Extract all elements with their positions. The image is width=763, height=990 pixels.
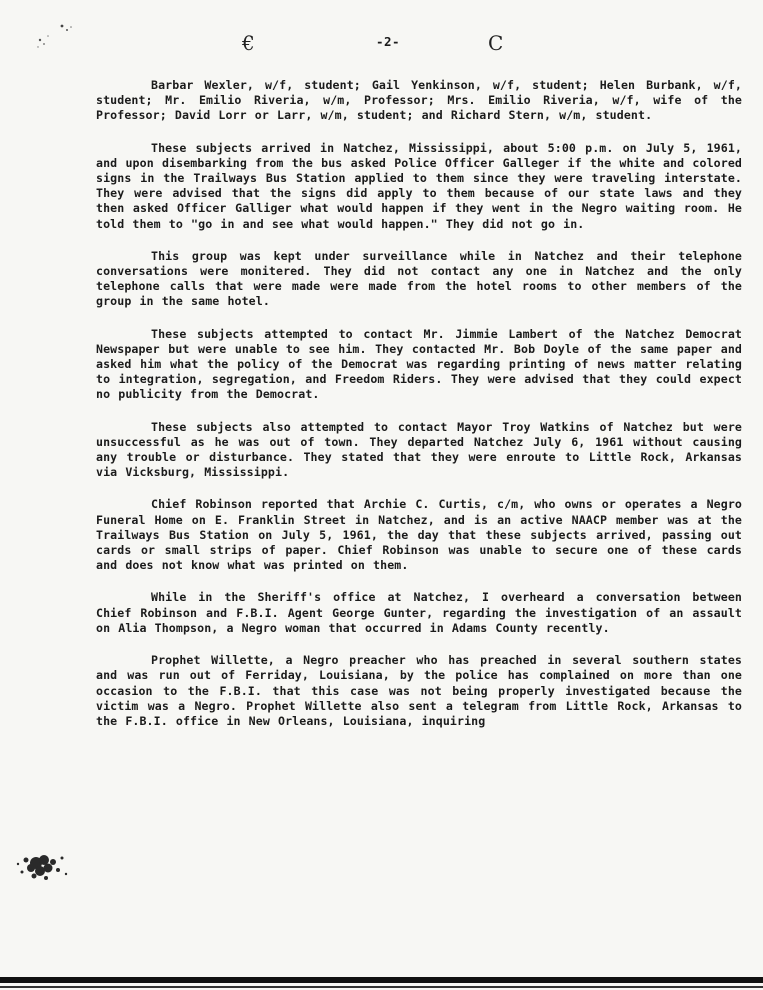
paragraph: These subjects attempted to contact Mr. Jimmie Lambert of the Natchez Democrat Newspaper but were unable to see him. They contacted Mr. Bob Doyle of the same paper and asked him what the policy of the Democrat was regarding printing of news matter relating to integration, segregation, and Freedom Riders. They were advised that they could expect no publicity from the Democrat. bbox=[96, 326, 742, 402]
page-number: -2- bbox=[376, 34, 401, 49]
bottom-border bbox=[0, 977, 763, 983]
ink-smudge bbox=[6, 838, 76, 898]
paragraph: Chief Robinson reported that Archie C. Curtis, c/m, who owns or operates a Negro Funeral Home on E. Franklin Street in Natchez, and is an active NAACP member was at the Trailways Bus Station on July 5, 1961, the day that these subjects arrived, passing out cards or small strips of paper. Chief Robinson was unable to secure one of these cards and does not know what was printed on them. bbox=[96, 497, 742, 573]
left-margin-mark: € bbox=[242, 31, 255, 55]
page-header bbox=[0, 31, 763, 55]
right-margin-mark: C bbox=[488, 31, 504, 55]
paragraph: Barbar Wexler, w/f, student; Gail Yenkinson, w/f, student; Helen Burbank, w/f, student; Mr. Emilio Riveria, w/m, Professor; Mrs. Emilio Riveria, w/f, wife of the Professor; David Lorr or Larr, w/m, student; and Richard Stern, w/m, student. bbox=[96, 78, 742, 123]
paragraph: These subjects also attempted to contact Mayor Troy Watkins of Natchez but were unsuccessful as he was out of town. They departed Natchez July 6, 1961 without causing any trouble or disturbance. They stated that they were enroute to Little Rock, Arkansas via Vicksburg, Mississippi. bbox=[96, 419, 742, 480]
paragraph: These subjects arrived in Natchez, Mississippi, about 5:00 p.m. on July 5, 1961, and upon disembarking from the bus asked Police Officer Galleger if the white and colored signs in the Trailways Bus Station applied to them since they were traveling interstate. They were advised that the signs did apply to them because of our state laws and they then asked Officer Galliger what would happen if they went in the Negro waiting room. He told them to "go in and see what would happen." They did not go in. bbox=[96, 140, 742, 231]
bottom-border-lower bbox=[0, 986, 763, 988]
paragraph: Prophet Willette, a Negro preacher who has preached in several southern states and was run out of Ferriday, Louisiana, by the police has complained on more than one occasion to the F.B.I. that this case was not being properly investigated because the victim was a Negro. Prophet Willette also sent a telegram from Little Rock, Arkansas to the F.B.I. office in New Orleans, Louisiana, inquiring bbox=[96, 653, 742, 728]
paragraph: This group was kept under surveillance while in Natchez and their telephone conversations were monitered. They did not contact any one in Natchez and the only telephone calls that were made were made from the hotel rooms to other members of the group in the same hotel. bbox=[96, 248, 742, 309]
paragraph: While in the Sheriff's office at Natchez, I overheard a conversation between Chief Robinson and F.B.I. Agent George Gunter, regarding the investigation of an assault on Alia Thompson, a Negro woman that occurred in Adams County recently. bbox=[96, 590, 742, 635]
document-body bbox=[96, 78, 742, 746]
